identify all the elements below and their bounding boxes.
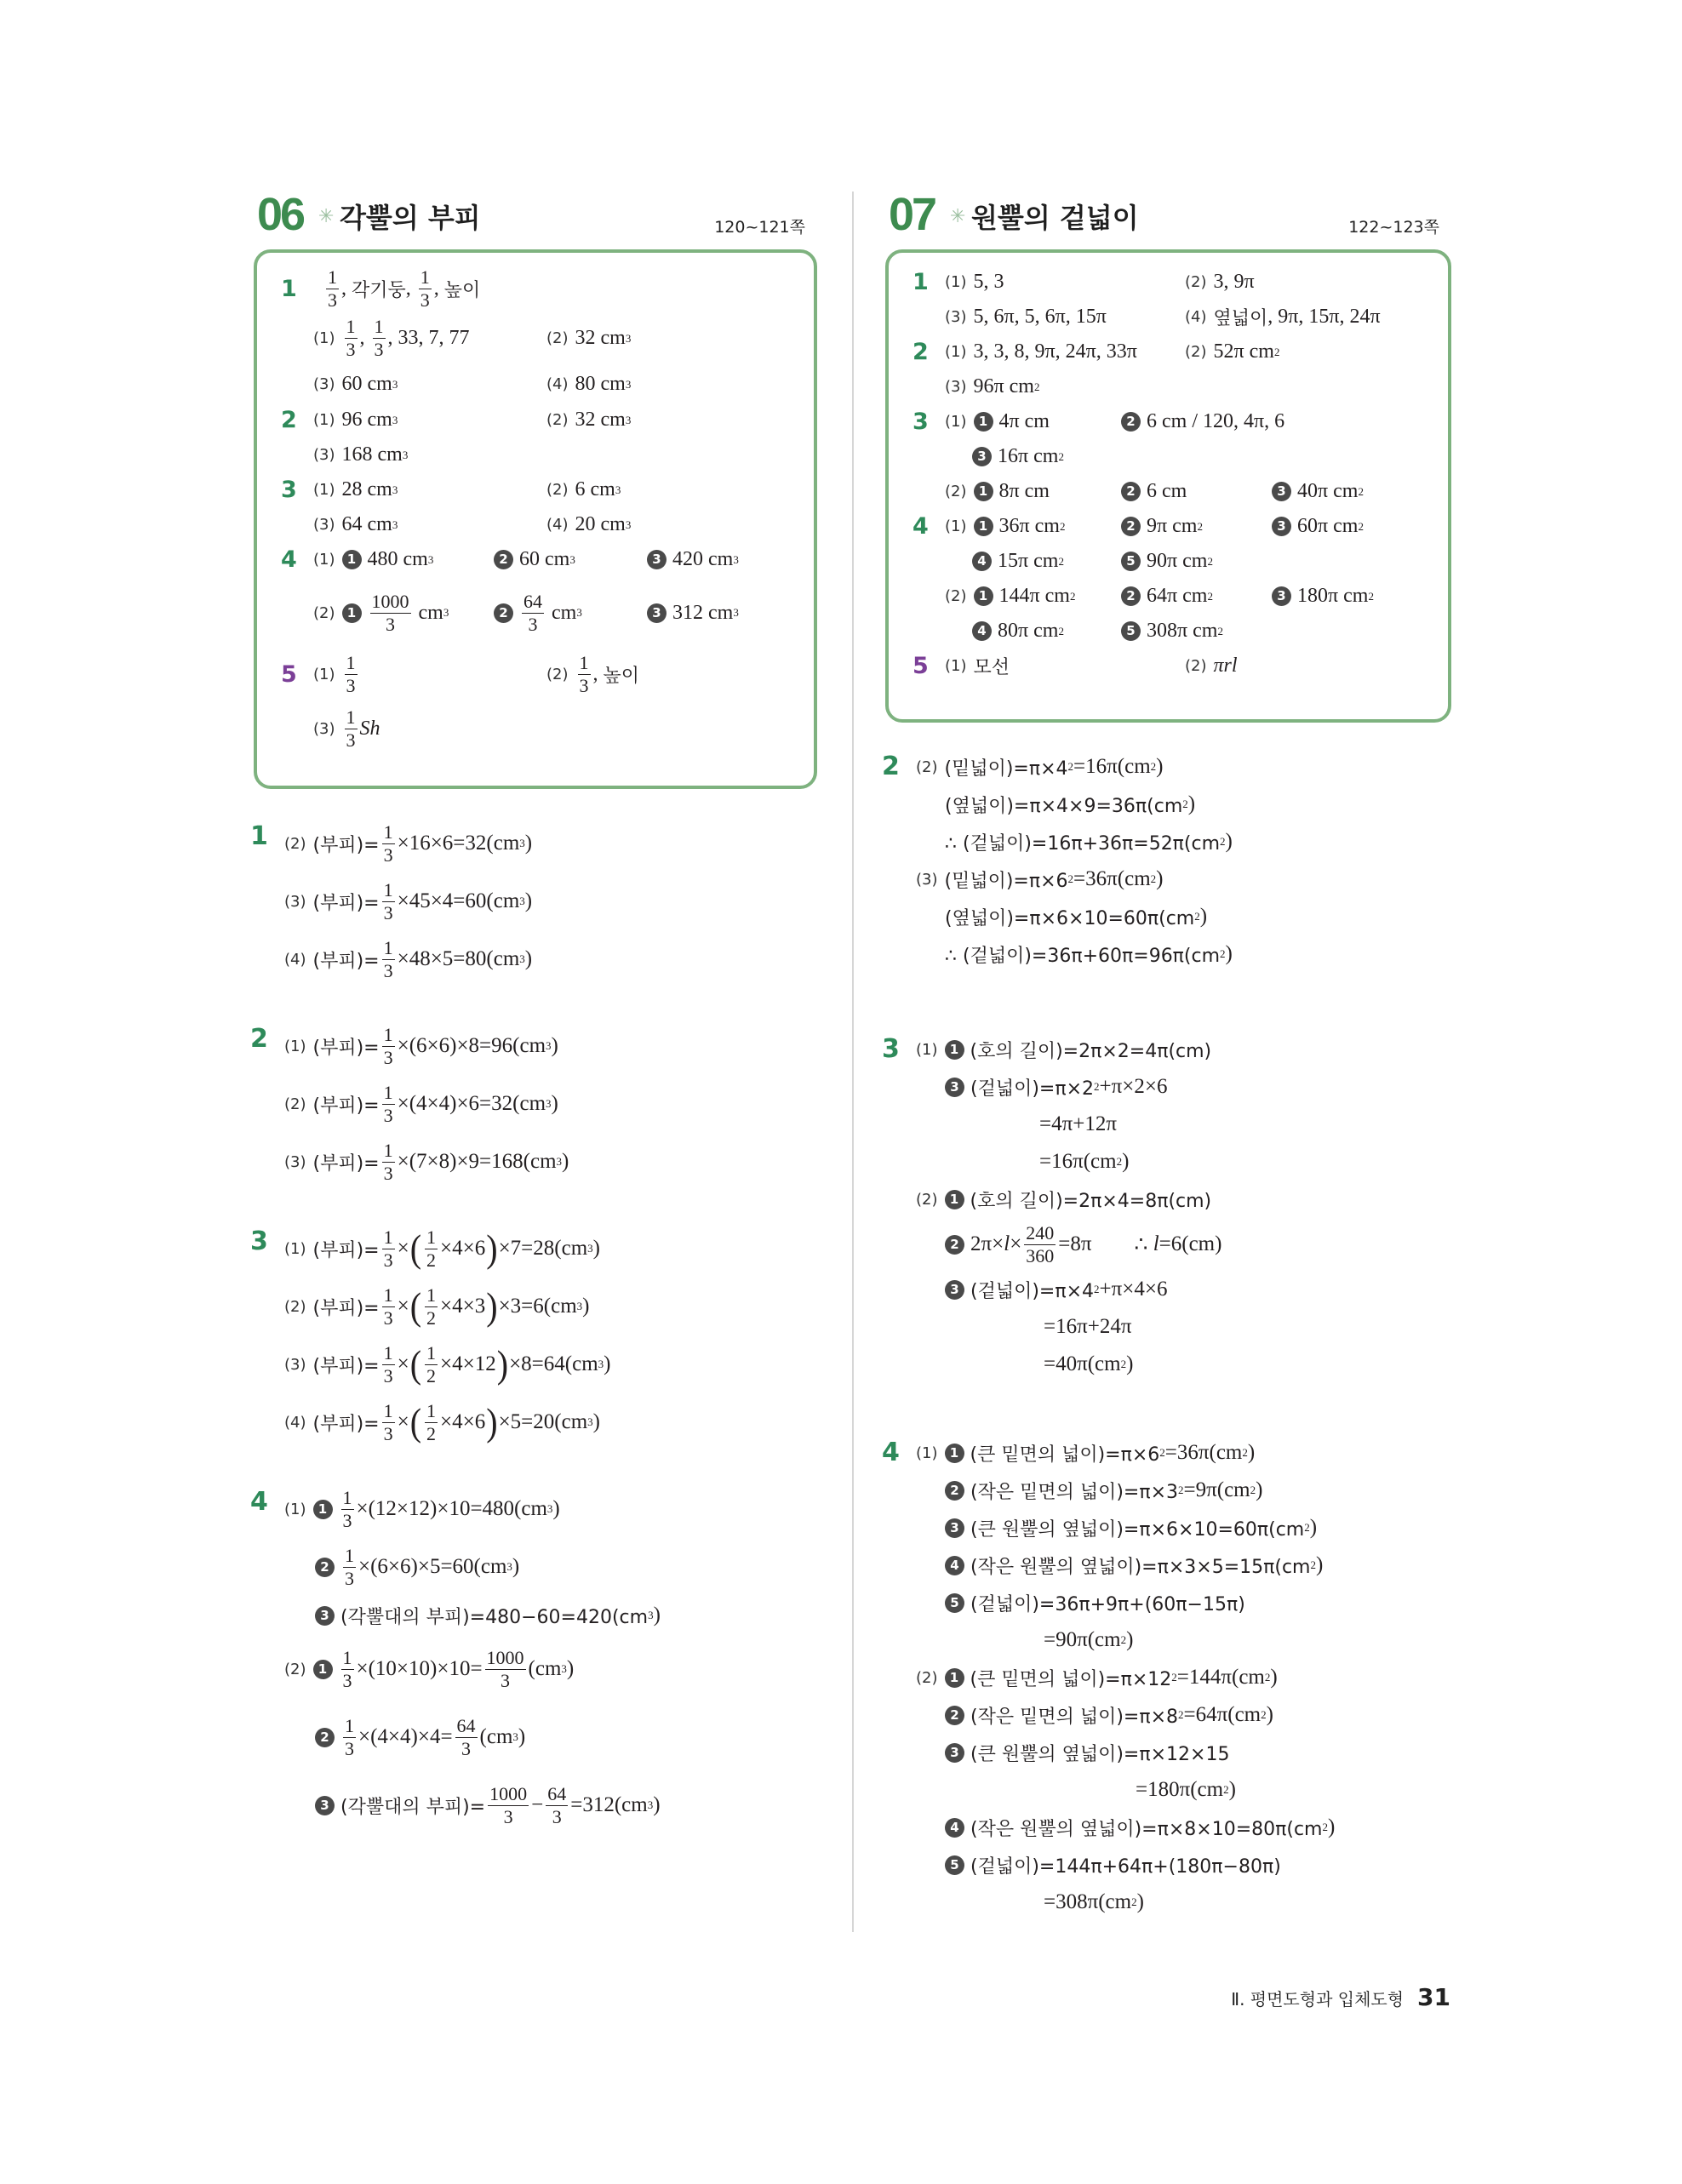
column-divider (852, 192, 854, 1932)
answer-2-sub: (3) 168 cm 3 (313, 443, 409, 466)
star-icon: ✳ (950, 206, 966, 227)
solution-4: 4 (1) 1 $\frac{1}{3}$ ×(12×12)×10=480(cm 3 ) 2 $\frac{1}{3}$ ×(6×6)×5=60(cm 3 ) 3 (각뿔대의 부피)=480−60=420(cm 3 ) (2) 1 $\frac{1}{3}$ ×(10×10)×10= $\frac{1000}{3}$ (cm 3 ) 2 $\frac{1}{3}$ ×(4×4)×4= $\frac{64}{3}$ (cm 3 ) 3 (각뿔대의 부피)= $\frac{1000}{3}$ − $\frac{64}{3}$ =312(cm 3 ) (250, 1486, 661, 1827)
answer-number: 1 (281, 276, 297, 302)
answer-3-sub1: 3 16π cm 2 (904, 439, 1433, 474)
answer-2-row: 2 (1) 96 cm 3 (2) 32 cm 3 (281, 407, 632, 433)
answer-4-row: 4 (1) 1 480 cm 3 2 60 cm 3 3 420 cm 3 (281, 546, 739, 573)
answer-4-sub: (2) 1 $\frac{1000}{3}$ cm 3 2 $\frac{64}{3}$ cm 3 3 312 cm 3 (313, 590, 739, 635)
answer-1-sub2: (3) 60 cm 3 (4) 80 cm 3 (313, 373, 632, 395)
solution-3: 3 (1) (부피)= $\frac{1}{3}$ × ( $\frac{1}{2}$ ×4×6 ) ×7=28(cm 3 ) (2) (부피)= $\frac{1}{3}$ × ( $\frac{1}{2}$ ×4×3 ) ×3=6(cm 3 ) (3) (부피)= $\frac{1}{3}$ × ( $\frac{1}{2}$ ×4×12 ) ×8=64(cm 3 ) (4) (부피)= $\frac{1}{3}$ × ( $\frac{1}{2}$ ×4×6 ) ×5=20(cm 3 ) (250, 1226, 611, 1444)
answer-5-sub: (3) $\frac{1}{3}$ Sh (313, 706, 380, 751)
answer-1-sub: (3) 5, 6π, 5, 6π, 15π (4) 옆넓이 , 9π, 15π, 24π (945, 306, 1381, 329)
answer-1-sub1: (1) $\frac{1}{3}$ , $\frac{1}{3}$ , 33, 7, 77 (2) 32 cm 3 (313, 316, 632, 360)
answer-4-sub3: 4 80π cm 2 5 308π cm 2 (904, 614, 1433, 649)
right-column (882, 189, 1451, 1921)
page-footer (1231, 1983, 1450, 2011)
chapter-title: Ⅱ. 평면도형과 입체도형 (1231, 1989, 1405, 2010)
page-reference: 120~121쪽 (714, 218, 805, 237)
answer-3-row: 3 (1) 28 cm 3 (2) 6 cm 3 (281, 477, 621, 503)
answer-5-row: 5 (1) 모선 (2) πrl (913, 653, 1238, 679)
answer-2-row: 2 (1) 3, 3, 8, 9π, 24π, 33π (2) 52π cm 2 (913, 339, 1280, 365)
star-icon: ✳ (318, 206, 335, 227)
left-column (250, 189, 817, 1839)
solution-2: 2 (1) (부피)= $\frac{1}{3}$ ×(6×6)×8=96(cm 3 ) (2) (부피)= $\frac{1}{3}$ ×(4×4)×6=32(cm 3 ) (3) (부피)= $\frac{1}{3}$ ×(7×8)×9=168(cm 3 ) (250, 1023, 569, 1184)
section-header-06 (254, 189, 817, 248)
section-title: 원뿔의 겉넓이 (971, 202, 1139, 234)
fraction: $\frac{1}{3}$ (420, 266, 430, 311)
solution-2: 2 (2) (밑넓이)=π×4 2 =16π(cm 2 ) (옆넓이)=π×4×9=36π(cm 2 ) ∴ (겉넓이)=16π+36π=52π(cm 2 ) (3) (밑넓이)=π×6 2 =36π(cm 2 ) (옆넓이)=π×6×10=60π(cm 2 ) ∴ (겉넓이)=36π+60π=96π(cm 2 ) (882, 752, 1233, 967)
answer-4-row: 4 (1) 1 36π cm 2 2 9π cm 2 3 60π cm 2 (913, 513, 1364, 540)
solution-1: 1 (2) (부피)= $\frac{1}{3}$ ×16×6=32(cm 3 ) (3) (부피)= $\frac{1}{3}$ ×45×4=60(cm 3 ) (4) (부피)= $\frac{1}{3}$ ×48×5=80(cm 3 ) (250, 820, 533, 981)
answer-box (254, 249, 817, 789)
answer-1-row: 1 (1) 5, 3 (2) 3, 9π (913, 269, 1255, 295)
answer-1-row (272, 266, 798, 311)
answer-box (885, 249, 1451, 723)
page-number: 31 (1417, 1983, 1450, 2011)
answer-4-sub1: 4 15π cm 2 5 90π cm 2 (904, 544, 1433, 579)
answer-3-row: 3 (1) 1 4π cm 2 6 cm / 120, 4π, 6 (913, 409, 1285, 435)
section-number: 07 (889, 189, 935, 240)
answer-1-main: $\frac{1}{3}$ , 각기둥 , $\frac{1}{3}$ , 높이 (328, 266, 481, 311)
answer-4-sub2: (2) 1 144π cm 2 2 64π cm 2 3 180π cm 2 (945, 585, 1374, 607)
section-header-07 (885, 189, 1451, 248)
solution-3: 3 (1) 1 (호의 길이)=2π×2=4π(cm) 3 (겉넓이)=π×2 2 +π×2×6 =4π+12π =16π(cm 2 ) (2) 1 (호의 길이)=2π×4=8π(cm) 2 2π× l × $\frac{240}{360}$ =8π ∴ l =6(cm) 3 (겉넓이)=π×4 2 +π×4×6 =16π+24π =40π(cm 2 ) (882, 1034, 1222, 1375)
section-number: 06 (257, 189, 304, 240)
fraction: $\frac{1}{3}$ (328, 266, 337, 311)
page-reference: 122~123쪽 (1348, 218, 1439, 237)
section-title: 각뿔의 부피 (340, 202, 481, 234)
answer-3-sub: (3) 64 cm 3 (4) 20 cm 3 (313, 513, 632, 535)
answer-5-row: 5 (1) $\frac{1}{3}$ (2) $\frac{1}{3}$ , 높이 (281, 651, 640, 696)
solution-4: 4 (1) 1 (큰 밑면의 넓이)=π×6 2 =36π(cm 2 ) 2 (작은 밑면의 넓이)=π×3 2 =9π(cm 2 ) 3 (큰 원뿔의 옆넓이)=π×6×10=60π(cm 2 ) 4 (작은 원뿔의 옆넓이)=π×3×5=15π(cm 2 ) 5 (겉넓이)=36π+9π+(60π−15π) =90π(cm 2 ) (2) 1 (큰 밑면의 넓이)=π×12 2 =144π(cm 2 ) 2 (작은 밑면의 넓이)=π×8 2 =64π(cm 2 ) 3 (큰 원뿔의 옆넓이)=π×12×15 =180π(cm 2 ) 4 (작은 원뿔의 옆넓이)=π×8×10=80π(cm 2 ) 5 (겉넓이)=144π+64π+(180π−80π) =308π(cm 2 ) (882, 1438, 1336, 1913)
answer-3-sub2: (2) 1 8π cm 2 6 cm 3 40π cm 2 (945, 480, 1364, 502)
answer-2-sub: (3) 96π cm 2 (945, 375, 1040, 397)
